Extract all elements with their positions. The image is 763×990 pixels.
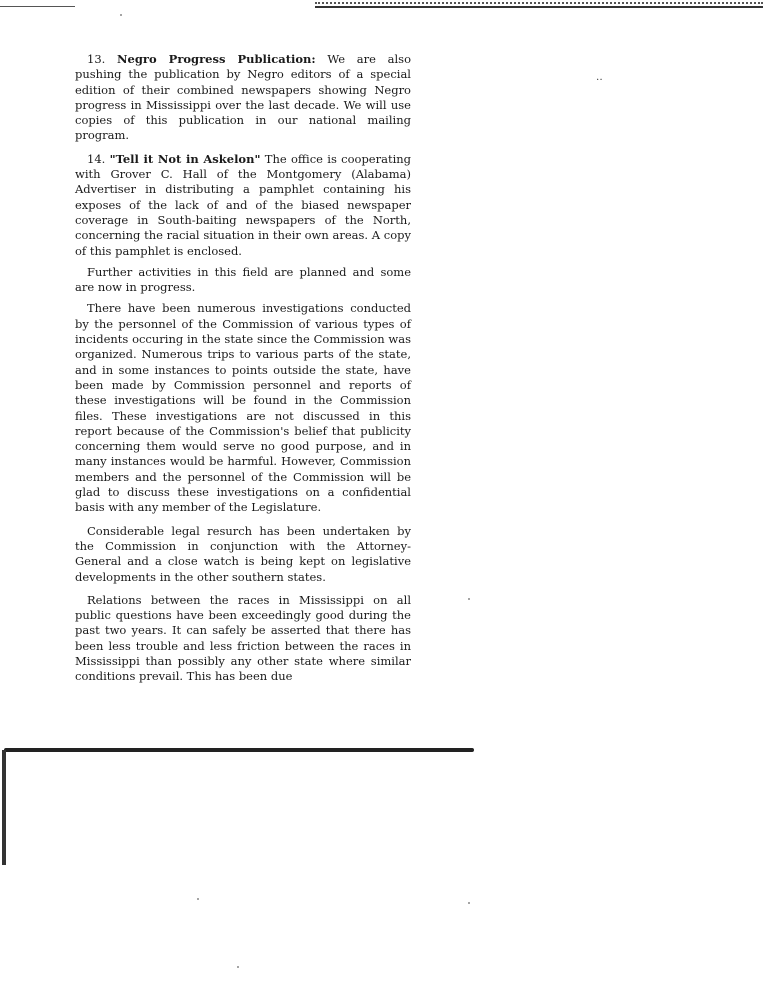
paragraph-investigations: There have been numerous investigations conducted by the personnel of the Commission of various types of incidents occuring in the state since the Commission was organized. Numerous trips to various parts of the state, and in some instances to points outside the state, have been made by Commission personnel and reports of these investigations will be found in the Commission files. These investigations are not discussed in this report because of the Commission's belief that publicity concerning them would serve no good purpose, and in many instances would be harmful. However, Commission members and the personnel of the Commission will be glad to discuss these investigations on a confidential basis with any member of the Legislature.	[75, 301, 411, 515]
top-rule-left	[0, 6, 75, 7]
scan-speck	[468, 598, 470, 600]
bottom-corner-mark	[2, 750, 6, 865]
paragraph-14	[75, 152, 411, 259]
paragraph-race-relations: Relations between the races in Mississippi on all public questions have been exceedingly good during the past two years. It can safely be asserted that there has been less trouble and less friction between the races in Mississippi than possibly any other state where similar conditions prevail. This has been due	[75, 592, 411, 684]
item-number: 13.	[87, 52, 106, 66]
bottom-rule	[4, 748, 474, 752]
text-column	[75, 52, 411, 693]
scan-speck	[468, 902, 470, 904]
paragraph-13	[75, 52, 411, 144]
paragraph-further-activities: Further activities in this field are planned and some are now in progress.	[75, 264, 411, 295]
paragraph-legal-research: Considerable legal resurch has been undertaken by the Commission in conjunction with the Attorney-General and a close watch is being kept on legislative developments in the other southern states.	[75, 523, 411, 584]
item-title: Negro Progress Publication:	[117, 52, 316, 66]
top-rule-right	[315, 2, 763, 8]
item-body: We are also pushing the publication by Negro editors of a special edition of their combined newspapers showing Negro progress in Mississippi over the last decade. We will use copies of this publication in our national mailing program.	[75, 52, 412, 143]
item-number: 14.	[87, 151, 106, 166]
item-title: "Tell it Not in Askelon"	[109, 151, 261, 166]
scan-speck	[197, 898, 199, 900]
stray-mark: ․․	[596, 72, 603, 83]
scan-speck	[120, 14, 122, 16]
scan-speck	[237, 966, 239, 968]
item-body: The office is cooperating with Grover C. Hall of the Montgomery (Alabama) Advertiser in distributing a pamphlet containing his exposes of the lack of and of the biased newspaper coverage in South-baiting newspapers of the North, concerning the racial situation in their own areas. A copy of this pamphlet is enclosed.	[75, 151, 412, 258]
